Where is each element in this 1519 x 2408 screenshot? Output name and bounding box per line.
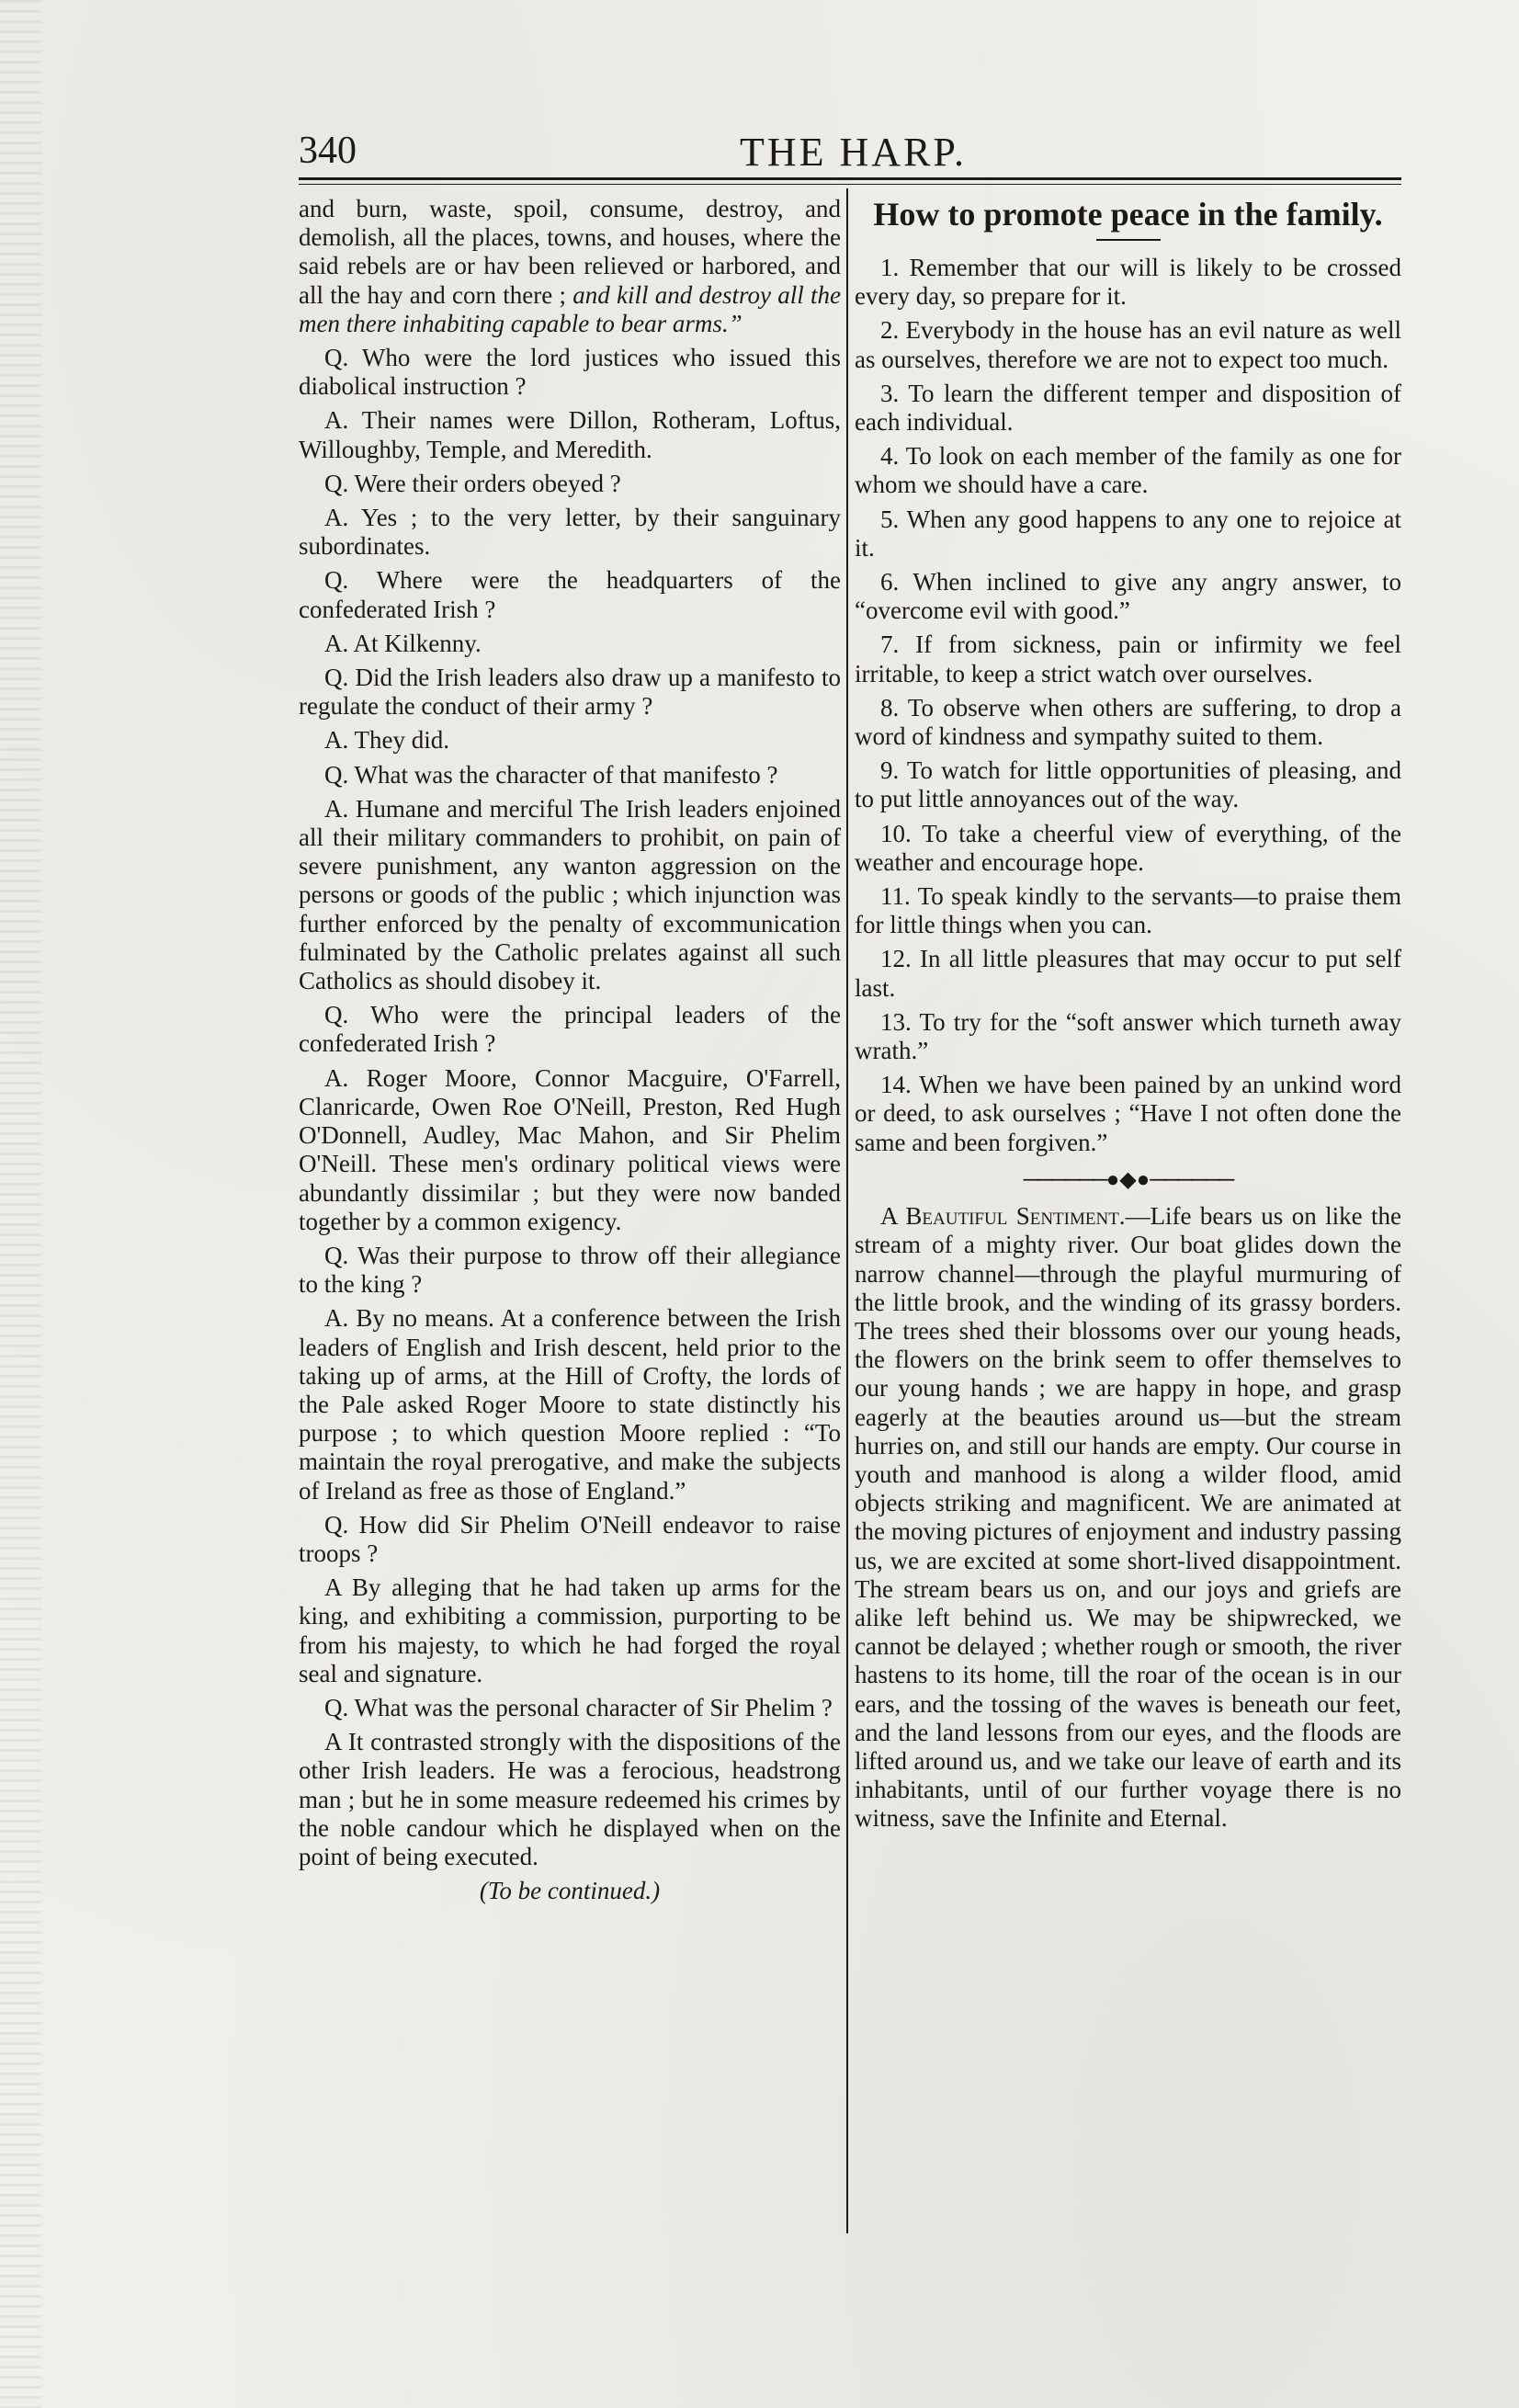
header-rule-thin	[299, 184, 1401, 185]
header-rule-thick	[299, 177, 1401, 180]
sentiment-text: —Life bears us on like the stream of a mighty river. Our boat glides down the narrow channel—through the playful murmuring of the little brook, and the winding of its grassy borders. The trees shed their blossoms over our young heads, the flowers on the brink seem to offer themselves to our young hands ; we are happy in hope, and grasp eagerly at the beauties around us—but the stream hurries on, and still our hands are empty. Our course in youth and manhood is along a wilder flood, amid objects striking and magnificent. We are animated at the moving pictures of enjoyment and industry passing us, we are excited at some short-lived disappointment. The stream bears us on, and our joys and griefs are alike left behind us. We may be shipwrecked, we cannot be delayed ; whether rough or smooth, the river hastens to its home, till the roar of the ocean is in our ears, and the tossing of the waves is beneath our feet, and the land lessons from our eyes, and the floods are lifted around us, and we take our leave of earth and its inhabitants, until of our further voyage there is no witness, save the Infinite and Eternal.	[855, 1202, 1401, 1833]
list-item: 9. To watch for little opportunities of pleasing, and to put little annoyances out of the way.	[855, 756, 1401, 813]
left-column	[299, 195, 841, 2244]
paragraph: Q. Who were the principal leaders of the confederated Irish ?	[299, 1001, 841, 1058]
list-item: 11. To speak kindly to the servants—to praise them for little things when you can.	[855, 882, 1401, 939]
paragraph: Q. Were their orders obeyed ?	[324, 469, 621, 497]
article-title: How to promote peace in the family.	[873, 196, 1383, 233]
paragraph: A It contrasted strongly with the dispositions of the other Irish leaders. He was a ferocious, headstrong man ; but he in some measure redeemed his crimes by the noble candour which he displayed when on the point of being executed.	[299, 1728, 841, 1870]
continued-note: (To be continued.)	[479, 1877, 661, 1905]
list-item: 2. Everybody in the house has an evil nature as well as ourselves, therefore we are not to expect too much.	[855, 316, 1401, 373]
paragraph-continuation: and burn, waste, spoil, consume, destroy, and demolish, all the places, towns, and houses, where the said rebels are or hav been relieved or harbored, and all the hay and corn there ; and kill and destroy all the men there inhabiting capable to bear arms.”	[299, 195, 841, 337]
list-item: 7. If from sickness, pain or infirmity we feel irritable, to keep a strict watch over ourselves.	[855, 630, 1401, 687]
paragraph: A. Roger Moore, Connor Macguire, O'Farrell, Clanricarde, Owen Roe O'Neill, Preston, Red Hugh O'Donnell, Audley, Mac Mahon, and Sir Phelim O'Neill. These men's ordinary political views were abundantly dissimilar ; but they were now banded together by a common exigency.	[299, 1063, 841, 1235]
paragraph: Q. Did the Irish leaders also draw up a manifesto to regulate the conduct of their army ?	[299, 664, 841, 721]
binding-edge	[0, 0, 41, 2408]
page-number: 340	[299, 130, 357, 172]
paragraph: A. Yes ; to the very letter, by their sanguinary subordinates.	[299, 504, 841, 561]
list-item: 5. When any good happens to any one to rejoice at it.	[855, 505, 1401, 562]
paragraph: Q. What was the character of that manifesto ?	[324, 760, 778, 789]
paragraph: A. Humane and merciful The Irish leaders enjoined all their military commanders to prohibit, on pain of severe punishment, any wanton aggression on the persons or goods of the public ; which injunction was further enforced by the penalty of excommunication fulminated by the Catholic prelates against all such Catholics as should disobey it.	[299, 794, 841, 995]
italic-quote: and kill and destroy all the men there inhabiting capable to bear arms.”	[299, 280, 841, 337]
list-item: 14. When we have been pained by an unkind word or deed, to ask ourselves ; “Have I not often done the same and been forgiven.”	[855, 1071, 1401, 1156]
paragraph: Q. What was the personal character of Sir Phelim ?	[324, 1693, 833, 1721]
paragraph: Q. How did Sir Phelim O'Neill endeavor to raise troops ?	[299, 1510, 841, 1567]
list-item: 3. To learn the different temper and disposition of each individual.	[855, 379, 1401, 437]
column-divider	[846, 188, 848, 2233]
paragraph: A. Their names were Dillon, Rotheram, Loftus, Willoughby, Temple, and Meredith.	[299, 406, 841, 463]
paragraph: Q. Who were the lord justices who issued this diabolical instruction ?	[299, 344, 841, 401]
paragraph: A. They did.	[324, 726, 449, 755]
sentiment-heading: A Beautiful Sentiment.	[880, 1202, 1126, 1231]
list-item: 12. In all little pleasures that may occur to put self last.	[855, 945, 1401, 1002]
right-column	[855, 195, 1401, 2244]
paragraph: Q. Was their purpose to throw off their allegiance to the king ?	[299, 1241, 841, 1299]
page-header	[299, 129, 1401, 179]
paragraph: Q. Where were the headquarters of the confederated Irish ?	[299, 566, 841, 623]
list-item: 4. To look on each member of the family as one for whom we should have a care.	[855, 442, 1401, 499]
paragraph: A. At Kilkenny.	[324, 629, 482, 657]
list-item: 8. To observe when others are suffering, to drop a word of kindness and sympathy suited to them.	[855, 693, 1401, 751]
list-item: 13. To try for the “soft answer which turneth away wrath.”	[855, 1007, 1401, 1065]
list-item: 10. To take a cheerful view of everything, of the weather and encourage hope.	[855, 819, 1401, 876]
paragraph: A By alleging that he had taken up arms for the king, and exhibiting a commission, purporting to be from his majesty, to which he had forged the royal seal and signature.	[299, 1573, 841, 1687]
paragraph: A. By no means. At a conference between the Irish leaders of English and Irish descent, held prior to the taking up of arms, at the Hill of Crofty, the lords of the Pale asked Roger Moore to state distinctly his purpose ; to which question Moore replied : “To maintain the royal prerogative, and make the subjects of Ireland as free as those of England.”	[299, 1304, 841, 1505]
list-item: 6. When inclined to give any angry answer, to “overcome evil with good.”	[855, 568, 1401, 625]
running-title: THE HARP.	[740, 130, 968, 175]
title-rule	[1096, 239, 1161, 241]
sentiment-paragraph	[855, 1202, 1401, 1833]
ornament-divider: ──────●◆●──────	[1023, 1167, 1233, 1192]
list-item: 1. Remember that our will is likely to be crossed every day, so prepare for it.	[855, 254, 1401, 311]
